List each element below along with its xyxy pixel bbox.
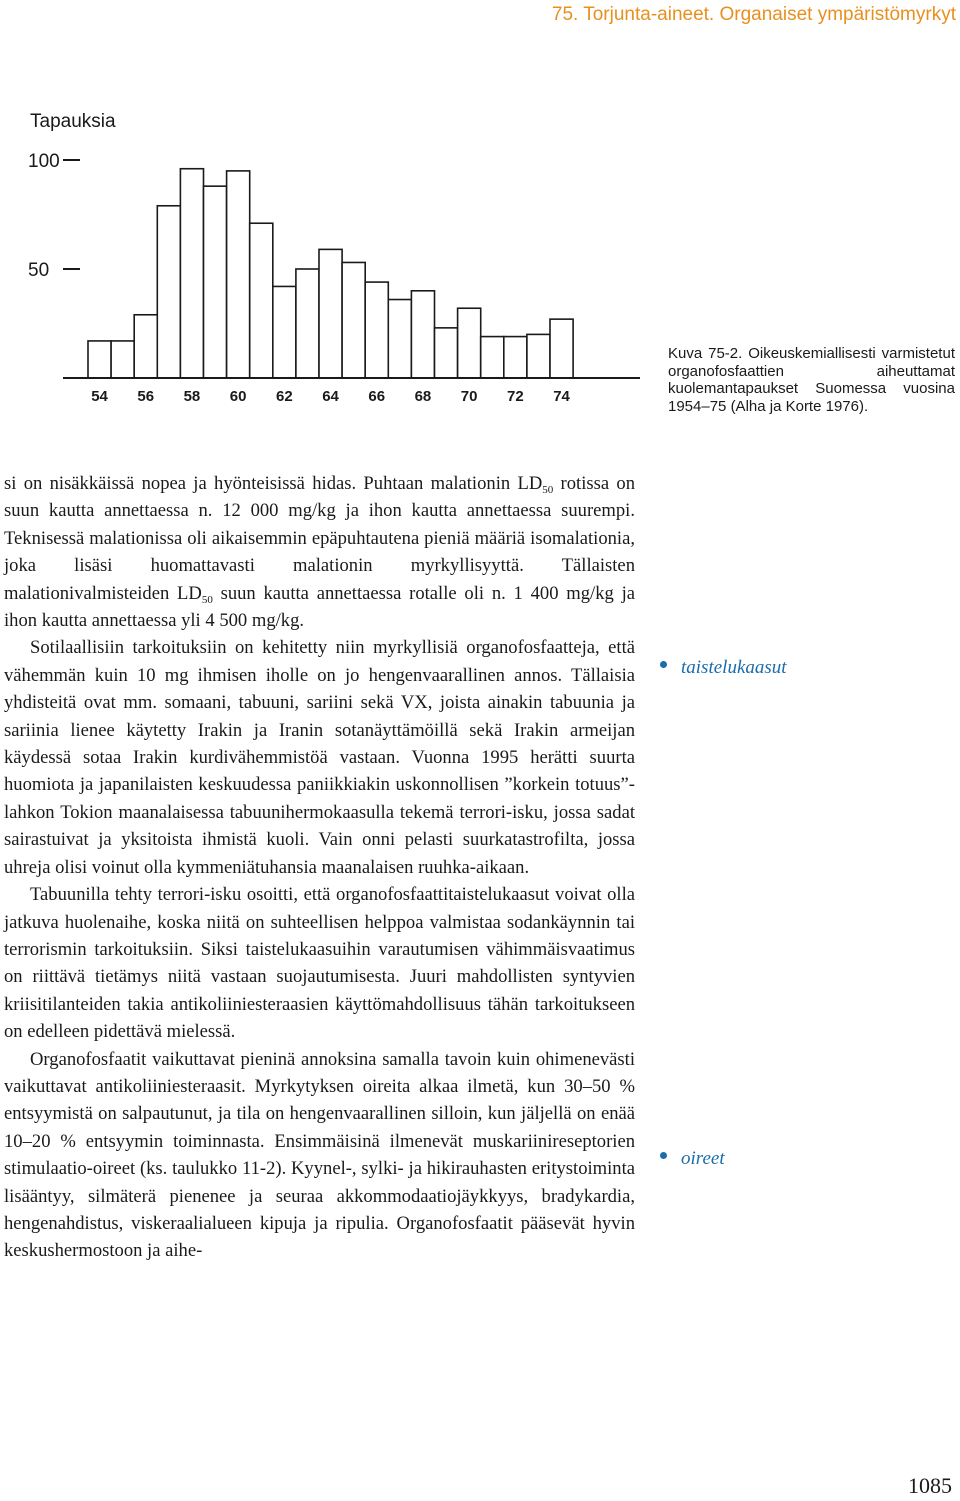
x-tick-label: 68: [414, 388, 432, 405]
bar-1971: [481, 337, 504, 378]
bar-1972: [504, 337, 527, 378]
bar-1962: [273, 286, 296, 378]
x-tick-label: 72: [507, 388, 524, 405]
paragraph-3: Tabuunilla tehty terrori-isku osoitti, että organofosfaattitaistelukaasut voivat olla jatkuva huolenaihe, koska niitä on suhteellisen helppoa valmistaa sodankäynnin tai terrorismin tarkoituksiin. Siksi taistelukaasuihin varautumisen vähimmäisvaatimus on riittävä tietämys niitä vastaan suojautumisesta. Juuri mahdollisten syntyvien kriisitilanteiden takia antikoliiniesteraasien käyttömahdollisuus tähän tarkoitukseen on edelleen pidettävä mielessä.: [4, 884, 635, 1043]
x-tick-label: 66: [368, 388, 386, 405]
bar-1958: [180, 169, 203, 378]
x-tick-label: 56: [137, 388, 155, 405]
running-title: 75. Torjunta-aineet. Organaiset ympäristömyrkyt: [551, 4, 956, 25]
bar-1955: [111, 341, 134, 378]
bullet-icon: [660, 661, 667, 668]
bar-1966: [365, 282, 388, 378]
x-tick-label: 64: [322, 388, 339, 405]
bar-group: [88, 169, 573, 378]
paragraph-1: si on nisäkkäissä nopea ja hyönteisissä hidas. Puhtaan malationin $LD_{50}$ rotissa on suun kautta annettaessa n. 12 000 mg/kg ja ihon kautta annettaessa suurempi. Teknisessä malationissa oli aikaisemmin epäpuhtautena pieniä määriä isomalationia, joka lisäsi huomattavasti malationin myrkyllisyyttä. Tällaisten malationivalmisteiden $LD_{50}$ suun kautta annettaessa rotalle oli n. 1 400 mg/kg ja ihon kautta annettaessa yli 4 500 mg/kg.: [4, 473, 636, 632]
y-tick-label: 50: [28, 260, 50, 281]
bar-1959: [204, 186, 227, 378]
page-number: 1085: [908, 1473, 952, 1498]
bar-1967: [388, 300, 411, 378]
bar-1969: [435, 328, 458, 378]
bar-1964: [319, 249, 342, 378]
x-tick-label: 74: [553, 388, 570, 405]
bar-1961: [250, 223, 273, 378]
paragraph-4: Organofosfaatit vaikuttavat pieninä annoksina samalla tavoin kuin ohimenevästi vaikuttavat antikoliiniesteraasit. Myrkytyksen oireita alkaa ilmetä, kun 30–50 % entsyymistä on salpautunut, ja tila on hengenvaarallinen silloin, kun jäljellä on enää 10–20 % entsyymin toiminnasta. Ensimmäisinä ilmenevät muskariinireseptorien stimulaatio-oireet (ks. taulukko 11-2). Kyynel-, sylki- ja hikirauhasten eritystoiminta lisääntyy, silmäterä pienenee ja seuraa akkommodaatiojäykkyys, bradykardia, hengenahdistus, viskeraalialueen kipuja ja ripulia. Organofosfaatit pääsevät hyvin keskushermostoon ja aihe-: [4, 1048, 635, 1262]
bar-1954: [88, 341, 111, 378]
y-axis-label: Tapauksia: [30, 111, 116, 132]
x-tick-label: 62: [276, 388, 293, 405]
marginal-note-taistelukaasut: taistelukaasut: [660, 657, 787, 679]
y-tick-label: 100: [28, 151, 60, 172]
paragraph-2: Sotilaallisiin tarkoituksiin on kehitetty niin myrkyllisiä organofosfaatteja, että vähemmän kuin 10 mg ihmisen iholle on jo hengenvaarallinen annos. Tällaisia yhdisteitä ovat mm. somaani, tabuuni, sariini sekä VX, joista ainakin tabuunia ja sariinia lienee käytetty Irakin ja Iranin sotanäyttämöillä sekä Irakin armeijan käydessä sotaa Irakin kurdivähemmistöä vastaan. Vuonna 1995 herätti suurta huomiota ja japanilaisten keskuudessa paniikkiakin uskonnollisen ”korkein totuus”-lahkon Tokion maanalaisessa tabuunihermokaasulla tekemä terrori-isku, jossa sadat sairastuivat ja yksitoista ihmistä kuoli. Vain onni pelasti suurkatastrofilta, jossa uhreja olisi voinut olla kymmeniätuhansia maanalaisen ruuhka-aikaan.: [4, 637, 635, 878]
x-tick-label: 54: [91, 388, 108, 405]
bar-1973: [527, 334, 550, 378]
y-axis-ticks: [28, 151, 80, 281]
bar-1960: [227, 171, 250, 378]
bar-1974: [550, 319, 573, 378]
bar-1970: [458, 308, 481, 378]
x-tick-label: 60: [229, 388, 247, 405]
bar-1957: [157, 206, 180, 378]
histogram-chart: [0, 95, 640, 415]
bar-1965: [342, 262, 365, 378]
bullet-icon: [660, 1152, 667, 1159]
marginal-note-oireet: oireet: [660, 1148, 725, 1170]
bar-1968: [411, 291, 434, 378]
bar-1956: [134, 315, 157, 378]
figure-caption: Kuva 75-2. Oikeuskemiallisesti varmistetut organofosfaattien aiheuttamat kuolemantapaukset Suomessa vuosina 1954–75 (Alha ja Korte 1976).: [668, 345, 955, 415]
x-tick-label: 58: [183, 388, 201, 405]
body-text: [4, 470, 635, 1265]
x-axis-tick-labels: [91, 388, 570, 405]
bar-1963: [296, 269, 319, 378]
x-tick-label: 70: [460, 388, 478, 405]
